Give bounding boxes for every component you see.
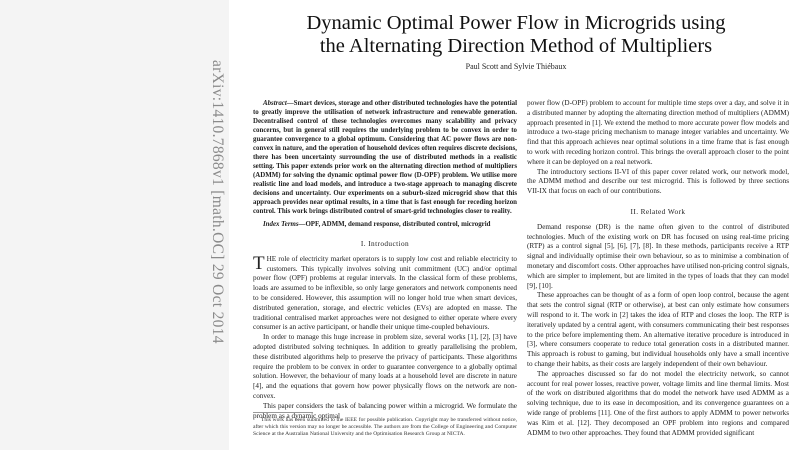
section-heading-related-work: II. Related Work xyxy=(630,206,686,216)
abstract xyxy=(253,99,517,216)
arxiv-sidebar xyxy=(206,60,226,390)
intro-paragraph-3: This paper considers the task of balancing power within a microgrid. We formulate the problem as a dynamic optimal xyxy=(253,401,517,420)
right-column xyxy=(527,99,789,438)
paper-page xyxy=(229,0,800,450)
abstract-label: Abstract xyxy=(263,100,287,107)
footnote-rule xyxy=(253,412,313,413)
paper-title xyxy=(229,12,800,58)
drop-cap: T xyxy=(253,252,265,274)
index-terms-label: Index Terms xyxy=(263,221,299,228)
intro-paragraph-2: In order to manage this huge increase in problem size, several works [1], [2], [3] have adopted distributed solving techniques. In addition to greatly parallelising the problem, these distributed algorithms help to preserve the privacy of participants. These algorithms require the problem to be convex in order to guarantee convergence to a globally optimal solution. However, the behaviour of many loads at a household level are discrete in nature [4], and the equations that govern how power physically flows on the network are non-convex. xyxy=(253,333,517,400)
intro-paragraph-1 xyxy=(253,252,517,333)
intro-paragraph-1-text: HE role of electricity market operators is to supply low cost and reliable electricity to customers. This typically involves solving unit commitment (UC) and/or optimal power flow (OPF) problems at regular intervals. In the classical form of these problems, loads are assumed to be inflexible, so only large generators and network components need to be considered. However, this assumption will no longer hold true when smart devices, distributed generation, storage, and electric vehicles (EVs) are adopted en masse. The traditional centralised market approaches were not designed to either operate where every consumer is an active participant, or handle their unique time-coupled behaviours. xyxy=(253,254,517,332)
left-column xyxy=(253,99,517,421)
right-paragraph-3: Demand response (DR) is the name often given to the control of distributed technologies. Much of the existing work on DR has focused on using real-time pricing (RTP) as a control signal [5], [6], [7], [8]. In these methods, participants receive a RTP signal and individually optimise their own behaviour, so as to minimise a combination of monetary and discomfort costs. Other approaches have utilised non-pricing control signals, which are simpler to implement, but are limited in the types of loads that they can model [9], [10]. xyxy=(527,222,789,290)
abstract-text: —Smart devices, storage and other distributed technologies have the potential to greatly improve the utilisation of network infrastructure and renewable generation. Decentralised control of these technologies overcomes many scalability and privacy concerns, but in general still requires the underlying problem to be convex in order to guarantee convergence to a global optimum. Considering that AC power flows are non-convex in nature, and the operation of household devices often requires discrete decisions, there has been uncertainty surrounding the use of distributed methods in a realistic setting. This paper extends prior work on the alternating direction method of multipliers (ADMM) for solving the dynamic optimal power flow (D-OPF) problem. We utilise more realistic line and load models, and introduce a two-stage approach to managing discrete decisions and uncertainty. Our experiments on a suburb-sized microgrid show that this approach provides near optimal results, in a time that is fast enough for receding horizon control. This work brings distributed control of smart-grid technologies closer to reality. xyxy=(253,100,517,215)
index-terms-text: —OPF, ADMM, demand response, distributed control, microgrid xyxy=(298,221,491,228)
right-paragraph-4: These approaches can be thought of as a form of open loop control, because the agent that sets the control signal (RTP or otherwise), at best can only estimate how consumers will respond to it. The work in [2] takes the idea of RTP and closes the loop. The RTP is iteratively updated by a central agent, with consumers communicating their best responses to the price before implementing them. An alternative iterative procedure is introduced in [3], where consumers cooperate to reduce total generation costs in a distributed manner. This approach is robust to gaming, but individual households only have a small incentive to change their habits, as their costs are largely independent of their own behaviour. xyxy=(527,291,789,368)
arxiv-identifier: arXiv:1410.7868v1 [math.OC] 29 Oct 2014 xyxy=(209,60,226,344)
title-line-1: Dynamic Optimal Power Flow in Microgrids using xyxy=(306,12,726,34)
footnote-text: This work has been submitted to the IEEE for possible publication. Copyright may be transferred without notice, after which this version may no longer be accessible. The authors are from the College of Engineering and Computer Science at the Australian National University and the Optimisation Research Group at NICTA. xyxy=(253,417,517,437)
footnote xyxy=(253,417,517,437)
index-terms xyxy=(253,220,517,229)
title-line-2: the Alternating Direction Method of Multipliers xyxy=(319,35,713,57)
right-paragraph-2: The introductory sections II-VI of this paper cover related work, our network model, the ADMM method and describe our test microgrid. This is followed by three sections VII-IX that focus on each of our contributions. xyxy=(527,167,789,196)
right-paragraph-5: The approaches discussed so far do not model the electricity network, so cannot account for real power losses, reactive power, voltage limits and line thermal limits. Most of the work on distributed algorithms that do model the network have used ADMM as a solving technique, due to its ease in decomposition, and its convergence guarantees on a wide range of problems [11]. One of the first authors to apply ADMM to power networks was Kim et al. [12]. They decomposed an OPF problem into regions and compared ADMM to two other approaches. They found that ADMM provided significant xyxy=(527,369,789,437)
section-heading-introduction: I. Introduction xyxy=(360,239,410,248)
right-paragraph-1: power flow (D-OPF) problem to account for multiple time steps over a day, and solve it in a distributed manner by adopting the alternating direction method of multipliers (ADMM) approach presented in [1]. We extend the method to more accurate power flow models and introduce a two-stage pricing mechanism to manage integer variables and uncertainty. We find that this approach achieves near optimal solutions in a time frame that is fast enough to work with receding horizon control. This brings the overall approach closer to the point where it can be deployed on a real network. xyxy=(527,99,789,166)
authors: Paul Scott and Sylvie Thiébaux xyxy=(465,62,567,71)
